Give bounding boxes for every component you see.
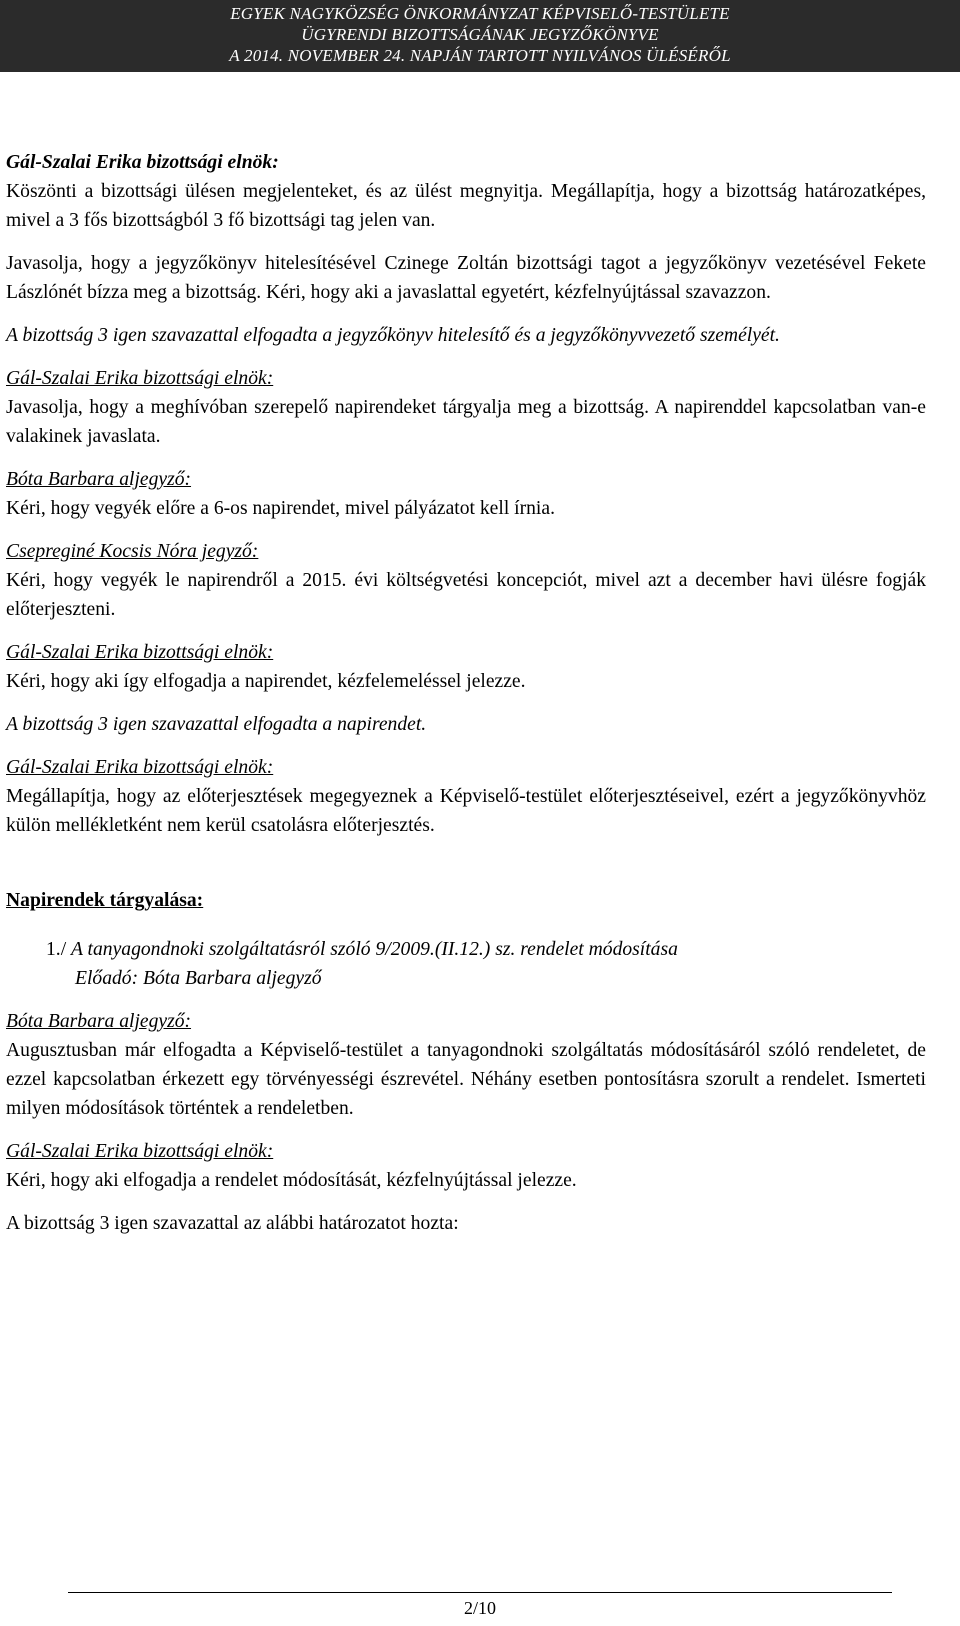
- document-body: [6, 148, 926, 1238]
- speaker-label: Gál-Szalai Erika bizottsági elnök:: [6, 368, 274, 389]
- header-line-1: EGYEK NAGYKÖZSÉG ÖNKORMÁNYZAT KÉPVISELŐ-TESTÜLETE: [230, 4, 730, 23]
- paragraph: Köszönti a bizottsági ülésen megjelenteket, és az ülést megnyitja. Megállapítja, hogy a bizottság határozatképes, mivel a 3 fős bizottságból 3 fő bizottsági tag jelen van.: [6, 181, 926, 231]
- speaker-label: Csepreginé Kocsis Nóra jegyző:: [6, 541, 259, 562]
- header-line-2: ÜGYRENDI BIZOTTSÁGÁNAK JEGYZŐKÖNYVE: [301, 25, 659, 44]
- paragraph: Javasolja, hogy a meghívóban szerepelő napirendeket tárgyalja meg a bizottság. A napirenddel kapcsolatban van-e valakinek javaslata.: [6, 397, 926, 447]
- decision-text: A bizottság 3 igen szavazattal elfogadta a napirendet.: [6, 714, 427, 735]
- speaker-label: Gál-Szalai Erika bizottsági elnök:: [6, 642, 274, 663]
- paragraph: Megállapítja, hogy az előterjesztések megegyeznek a Képviselő-testület előterjesztéseivel, ezért a jegyzőkönyvhöz külön mellékletként nem kerül csatolásra előterjesztés.: [6, 786, 926, 836]
- speaker-label: Gál-Szalai Erika bizottsági elnök:: [6, 152, 279, 173]
- speaker-label: Gál-Szalai Erika bizottsági elnök:: [6, 757, 274, 778]
- agenda-item-presenter: Előadó: Bóta Barbara aljegyző: [75, 968, 322, 989]
- paragraph: Kéri, hogy aki elfogadja a rendelet módosítását, kézfelnyújtással jelezze.: [6, 1170, 577, 1191]
- paragraph: Javasolja, hogy a jegyzőkönyv hitelesítésével Czinege Zoltán bizottsági tagot a jegyzőkönyv vezetésével Fekete Lászlónét bízza meg a bizottság. Kéri, hogy aki a javaslattal egyetért, kézfelnyújtással szavazzon.: [6, 253, 926, 303]
- header-line-3: A 2014. NOVEMBER 24. NAPJÁN TARTOTT NYILVÁNOS ÜLÉSÉRŐL: [229, 46, 731, 65]
- document-header: [0, 0, 960, 72]
- paragraph: Kéri, hogy vegyék le napirendről a 2015. évi költségvetési koncepciót, mivel azt a december havi ülésre fogják előterjeszteni.: [6, 570, 926, 620]
- paragraph: Kéri, hogy aki így elfogadja a napirendet, kézfelemeléssel jelezze.: [6, 671, 526, 692]
- paragraph: Augusztusban már elfogadta a Képviselő-testület a tanyagondnoki szolgáltatás módosításáról szóló rendeletet, de ezzel kapcsolatban érkezett egy törvényességi észrevétel. Néhány esetben pontosításra szorult a rendelet. Ismerteti milyen módosítások történtek a rendeletben.: [6, 1040, 926, 1119]
- speaker-label: Gál-Szalai Erika bizottsági elnök:: [6, 1141, 274, 1162]
- page-number: 2/10: [463, 1598, 496, 1618]
- decision-text: A bizottság 3 igen szavazattal elfogadta a jegyzőkönyv hitelesítő és a jegyzőkönyvvezető személyét.: [6, 325, 780, 346]
- agenda-item: [46, 935, 926, 964]
- agenda-item-title: A tanyagondnoki szolgáltatásról szóló 9/2009.(II.12.) sz. rendelet módosítása: [71, 939, 678, 960]
- agenda-item-number: 1./: [46, 939, 67, 960]
- footer-divider: [68, 1592, 892, 1593]
- agenda-heading: Napirendek tárgyalása:: [6, 890, 204, 911]
- speaker-label: Bóta Barbara aljegyző:: [6, 469, 192, 490]
- decision-text: A bizottság 3 igen szavazattal az alábbi határozatot hozta:: [6, 1213, 459, 1234]
- paragraph: Kéri, hogy vegyék előre a 6-os napirendet, mivel pályázatot kell írnia.: [6, 498, 555, 519]
- speaker-label: Bóta Barbara aljegyző:: [6, 1011, 192, 1032]
